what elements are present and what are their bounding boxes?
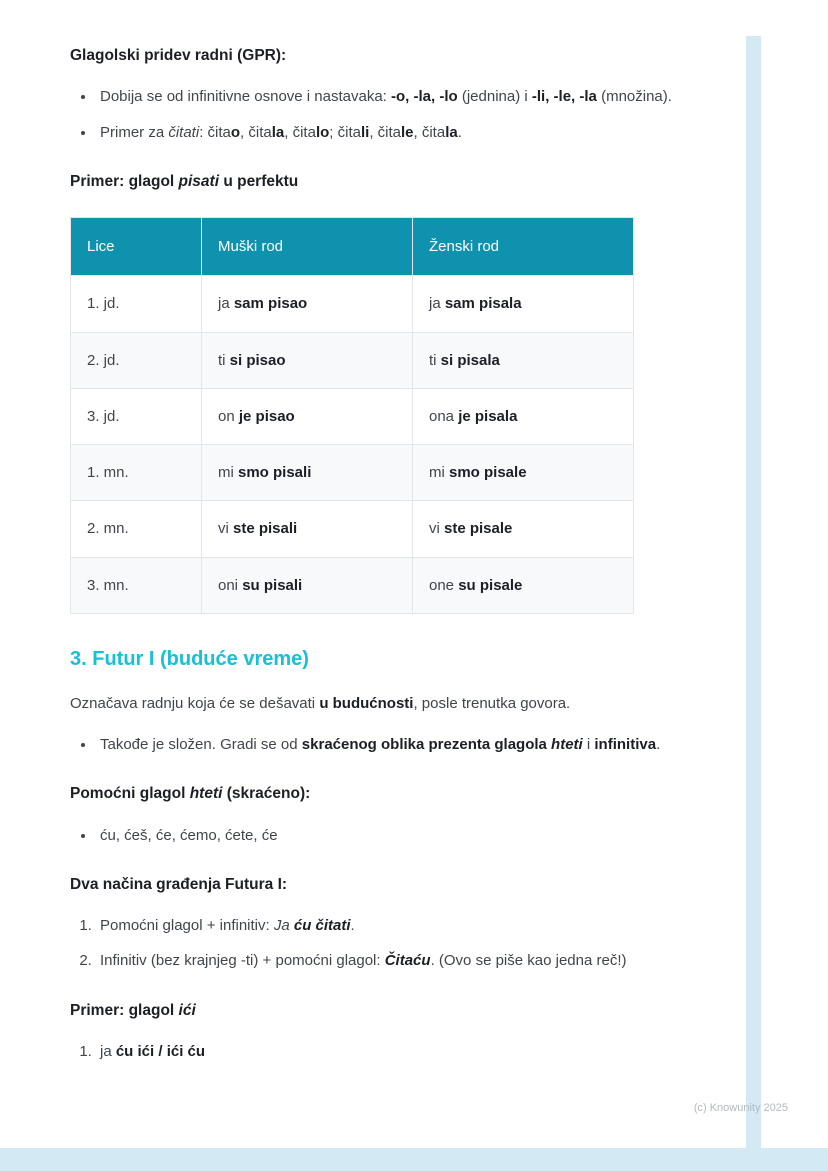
table-row [71,557,634,613]
heading-futur-section: 3. Futur I (buduće vreme) [70,647,309,670]
list-item: 1. ja ću ići / ići ću [96,1040,726,1063]
futur-intro-paragraph: Označava radnju koja će se dešavati u budućnosti, posle trenutka govora. [70,694,571,712]
table-header-row [71,218,634,276]
watermark: (c) Knowunity 2025 [693,1102,788,1114]
table-row [71,501,634,557]
col-header-zenski-rod: Ženski rod [413,218,634,276]
cell-zenski: ja sam pisala [413,276,634,332]
page-edge-vertical-bar [746,36,761,1171]
list-item: • Dobija se od infinitivne osnove i nastavaka: -o, -la, -lo (jednina) i -li, -le, -la (množina). [96,85,726,108]
table-row [71,276,634,332]
col-header-muski-rod: Muški rod [202,218,413,276]
cell-muski: oni su pisali [202,557,413,613]
cell-lice: 1. mn. [71,445,202,501]
heading-ici-example: Primer: glagol ići [70,1001,196,1019]
cell-muski: ja sam pisao [202,276,413,332]
futur-numbered-list [70,914,726,973]
hteti-bullet-list [70,824,726,847]
cell-muski: ti si pisao [202,332,413,388]
perfekt-conjugation-table [70,217,634,614]
cell-muski: vi ste pisali [202,501,413,557]
col-header-lice: Lice [71,218,202,276]
cell-muski: on je pisao [202,388,413,444]
list-item: • Primer za čitati: čitao, čitala, čitalo; čitali, čitale, čitala. [96,121,726,144]
heading-gpr: Glagolski pridev radni (GPR): [70,47,287,64]
heading-hteti: Pomoćni glagol hteti (skraćeno): [70,785,311,803]
table-row [71,388,634,444]
list-item: 2. Infinitiv (bez krajnjeg -ti) + pomoćni glagol: Čitaću. (Ovo se piše kao jedna reč!) [96,949,726,972]
table-row [71,332,634,388]
table-row [71,445,634,501]
heading-dva-nacina: Dva načina građenja Futura I: [70,875,288,893]
gpr-bullet-list [70,85,726,144]
futur-bullet-list [70,733,726,756]
cell-lice: 1. jd. [71,276,202,332]
heading-perfekt-example: Primer: glagol pisati u perfektu [70,172,299,190]
page-edge-bottom-bar [0,1148,828,1171]
list-item: • Takođe je složen. Gradi se od skraćenog oblika prezenta glagola hteti i infinitiva. [96,733,726,756]
cell-zenski: mi smo pisale [413,445,634,501]
cell-lice: 3. mn. [71,557,202,613]
cell-muski: mi smo pisali [202,445,413,501]
cell-zenski: ti si pisala [413,332,634,388]
cell-zenski: one su pisale [413,557,634,613]
cell-lice: 3. jd. [71,388,202,444]
document-content [70,44,726,1063]
cell-lice: 2. mn. [71,501,202,557]
cell-zenski: ona je pisala [413,388,634,444]
list-item: 1. Pomoćni glagol + infinitiv: Ja ću čitati. [96,914,726,937]
cell-zenski: vi ste pisale [413,501,634,557]
cell-lice: 2. jd. [71,332,202,388]
list-item: • ću, ćeš, će, ćemo, ćete, će [96,824,726,847]
ici-numbered-list [70,1040,726,1063]
